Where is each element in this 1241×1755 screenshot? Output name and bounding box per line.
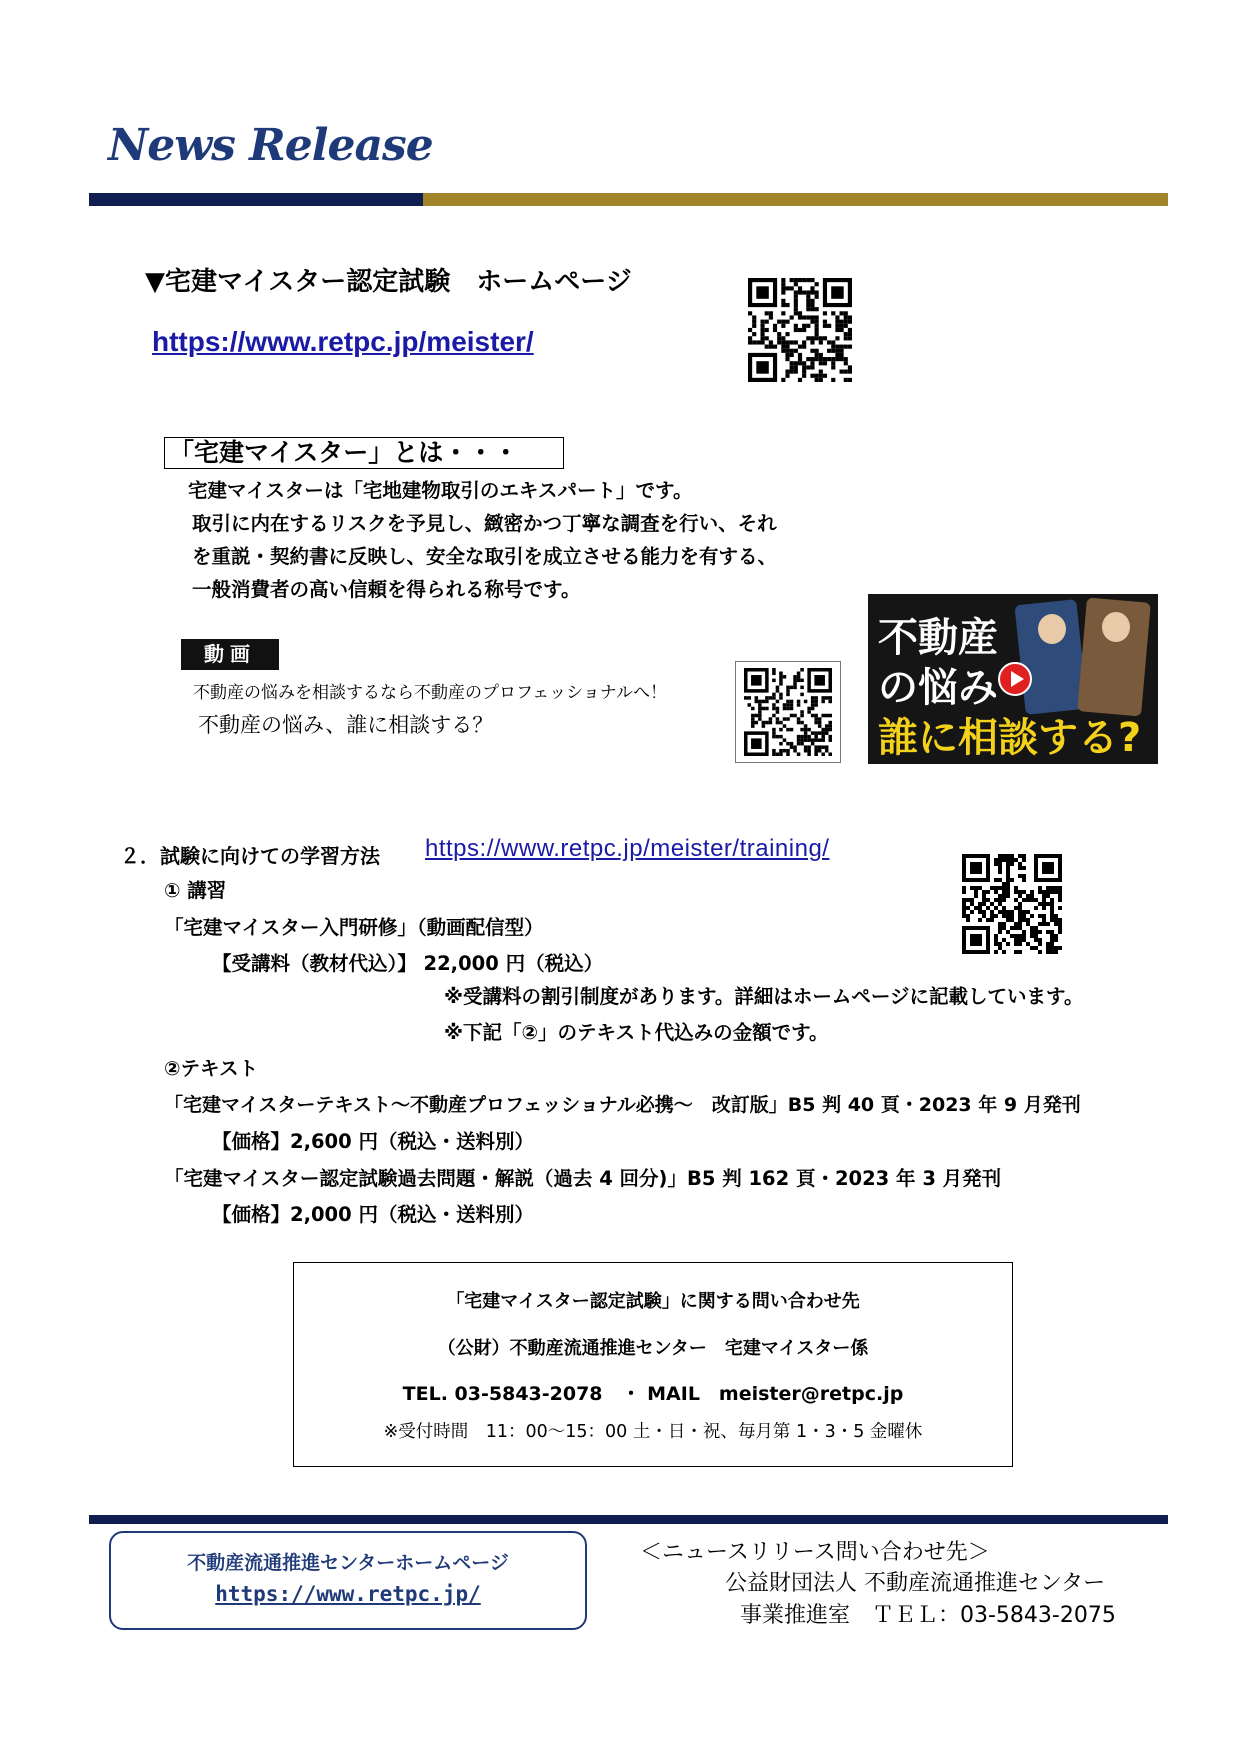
homepage-qr-code — [748, 278, 852, 382]
inquiry-org: （公財）不動産流通推進センター 宅建マイスター係 — [437, 1338, 869, 1359]
footer-homepage-link[interactable]: https://www.retpc.jp/ — [215, 1582, 481, 1606]
text-heading: ②テキスト — [164, 1057, 259, 1080]
text1-name: 「宅建マイスターテキスト～不動産プロフェッショナル必携～ 改訂版」B5 判 40 頁・2023 年 9 月発刊 — [164, 1094, 1081, 1116]
video-tag: 動画 — [181, 639, 279, 670]
footer-homepage-title: 不動産流通推進センターホームページ — [187, 1552, 509, 1574]
play-icon[interactable] — [998, 662, 1032, 696]
about-line: 一般消費者の高い信頼を得られる称号です。 — [192, 578, 581, 601]
homepage-heading: ▼宅建マイスター認定試験 ホームページ — [145, 267, 632, 297]
lecture-name: 「宅建マイスター入門研修」（動画配信型） — [164, 916, 544, 939]
header-bar-navy — [89, 193, 423, 206]
video-description: 不動産の悩みを相談するなら不動産のプロフェッショナルへ！ — [193, 683, 667, 703]
training-qr-code — [962, 854, 1062, 954]
footer-contact-heading: ＜ニュースリリース問い合わせ先＞ — [640, 1540, 990, 1565]
about-heading-box: 「宅建マイスター」とは・・・ — [164, 437, 564, 469]
video-title[interactable]: 不動産の悩み、誰に相談する？ — [198, 713, 494, 737]
header-bar-gold — [423, 193, 1168, 206]
about-description — [188, 474, 777, 606]
homepage-link[interactable]: https://www.retpc.jp/meister/ — [152, 326, 534, 357]
video-thumbnail[interactable] — [868, 594, 1158, 764]
thumbnail-face-2 — [1102, 612, 1130, 642]
footer-contact-dept: 事業推進室 ＴＥＬ：03-5843-2075 — [740, 1603, 1116, 1628]
inquiry-hours: ※受付時間 11：00～15：00 土・日・祝、毎月第 1・3・5 金曜休 — [383, 1422, 923, 1442]
thumbnail-text-2: の悩み — [878, 665, 998, 711]
news-release-title: News Release — [108, 120, 433, 171]
inquiry-box — [293, 1262, 1013, 1467]
video-qr-code — [735, 661, 841, 763]
footer-homepage-box — [109, 1531, 587, 1630]
text2-price: 【価格】2,000 円（税込・送料別） — [212, 1203, 534, 1226]
inquiry-title: 「宅建マイスター認定試験」に関する問い合わせ先 — [446, 1291, 860, 1312]
fee-note-2: ※下記「②」のテキスト代込みの金額です。 — [444, 1021, 829, 1044]
lecture-fee: 【受講料（教材代込）】 22,000 円（税込） — [212, 952, 604, 975]
thumbnail-face-1 — [1038, 614, 1066, 644]
footer-bar — [89, 1515, 1168, 1524]
lecture-heading: ① 講習 — [164, 879, 227, 902]
section2-title: ２．試験に向けての学習方法 — [120, 844, 380, 868]
training-link[interactable]: https://www.retpc.jp/meister/training/ — [425, 835, 830, 862]
fee-note-1: ※受講料の割引制度があります。詳細はホームページに記載しています。 — [444, 985, 1084, 1008]
text2-name: 「宅建マイスター認定試験過去問題・解説（過去 4 回分)」B5 判 162 頁・2023 年 3 月発刊 — [164, 1167, 1002, 1190]
text1-price: 【価格】2,600 円（税込・送料別） — [212, 1130, 534, 1153]
about-line: 宅建マイスターは「宅地建物取引のエキスパート」です。 — [188, 479, 693, 502]
thumbnail-text-3: 誰に相談する? — [878, 715, 1142, 761]
footer-contact-org: 公益財団法人 不動産流通推進センター — [725, 1571, 1106, 1596]
about-line: を重説・契約書に反映し、安全な取引を成立させる能力を有する、 — [192, 545, 778, 568]
inquiry-contact[interactable]: TEL. 03-5843-2078 ・ MAIL meister@retpc.jp — [402, 1383, 904, 1405]
about-line: 取引に内在するリスクを予見し、緻密かつ丁寧な調査を行い、それ — [192, 512, 777, 535]
thumbnail-text-1: 不動産 — [878, 615, 998, 661]
